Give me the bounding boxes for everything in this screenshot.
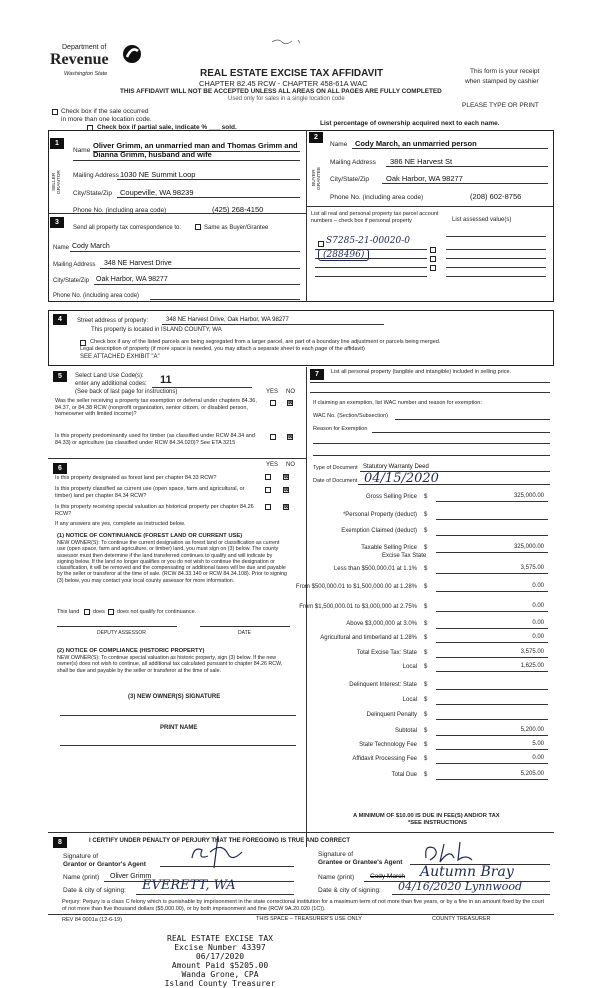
tax-row-label: Total Excise Tax: State [356, 650, 417, 656]
tax-row-currency: $ [424, 650, 428, 656]
rev-number: REV 84 0001a (12-6-19) [62, 917, 122, 923]
tax-row-currency: $ [424, 566, 428, 572]
seller-grantor-label: SELLER GRANTOR [52, 170, 62, 194]
seller-phone-value[interactable]: (425) 268-4150 [212, 205, 264, 214]
notice2-body: NEW OWNER(S): To continue special valuation as historic property, sign (3) below. If the new owner(s) does not wish to continue, all additional tax calculated pursuant to chapter 84.26 RCW, shall be due and payable by the seller or transferor at the time of sale. [57, 655, 283, 674]
county-treasurer-label: COUNTY TREASURER [432, 916, 491, 922]
seller-city-value[interactable]: Coupeville, WA 98239 [120, 188, 194, 197]
section6-q1-no[interactable]: ⊠ [284, 474, 290, 480]
section5-q2-no[interactable]: ⊠ [288, 434, 294, 440]
stamp-line-3: 06/17/2020 [195, 952, 245, 961]
tax-row-value[interactable]: 3,575.00 [520, 565, 544, 571]
section5-yes-header: YES [266, 389, 279, 395]
section-7-number: 7 [310, 369, 324, 380]
pp-line-1 [310, 382, 550, 383]
date-doc-line [358, 484, 550, 485]
segregated-label: Check box if any of the listed parcels are being segregated from a larger parcel, are part of a boundary line adjustment or parcels being merged. [90, 339, 441, 345]
tax-row-currency: $ [424, 494, 428, 500]
tax-row-value[interactable]: 325,000.00 [513, 544, 544, 550]
header-scribble [270, 36, 310, 46]
wac-label: WAC No. (Section/Subsection) [313, 413, 388, 419]
tax-row-label: Above $3,000,000 at 3.0% [346, 621, 417, 627]
tax-row-currency: $ [424, 604, 428, 610]
section-divider [306, 130, 307, 302]
tax-row-label: From $500,000.01 to $1,500,000.00 at 1.28% [295, 584, 417, 590]
excise-state-label: Excise Tax State [382, 553, 427, 559]
tax-row-label: Taxable Selling Price [361, 545, 417, 551]
street-value[interactable]: 348 NE Harvest Drive, Oak Harbor, WA 98277 [166, 317, 289, 323]
tax-row-currency: $ [424, 756, 428, 762]
tax-row-line [436, 628, 548, 629]
parcel-line-1 [315, 249, 427, 250]
section5-q1: Was the seller receiving a property tax exemption or deferral under chapters 84.36, 84.37, or 84.38 RCW (nonprofit organization, senior citizen, or disabled person, homeowner with limited income)? [55, 398, 257, 417]
tax-row-currency: $ [424, 772, 428, 778]
date-doc-label: Date of Document [313, 478, 358, 484]
section-4-number: 4 [53, 314, 67, 325]
stamp-line-6: Island County Treasurer [164, 979, 276, 988]
new-owner-sig-line [60, 715, 296, 716]
corr-city-label: City/State/Zip [53, 278, 90, 284]
tax-row-label: Local [402, 664, 417, 670]
seller-mailing-line [117, 179, 300, 180]
if-yes-note: If any answers are yes, complete as instructed below. [55, 521, 186, 527]
additional-codes-label: enter any additional codes: [75, 381, 147, 387]
section-6-number: 6 [53, 463, 67, 474]
logo-revenue: Revenue [50, 51, 109, 68]
logo-dept-line: Department of [62, 44, 107, 51]
receipt-note-1: This form is your receipt [470, 68, 540, 75]
tax-row-label: *Personal Property (deduct) [342, 512, 417, 518]
tax-row-line [436, 519, 548, 520]
treasurer-use-label: THIS SPACE – TREASURER'S USE ONLY [256, 916, 362, 922]
tax-row-currency: $ [424, 682, 428, 688]
multi-location-label-1: Check box if the sale occurred [61, 108, 149, 115]
buyer-mailing-value[interactable]: 386 NE Harvest St [390, 157, 453, 166]
seller-mailing-value[interactable]: 1030 NE Summit Loop [120, 170, 196, 179]
section5-q2-yes[interactable] [270, 434, 276, 440]
receipt-note-2: when stamped by cashier [465, 78, 539, 85]
tax-row-value[interactable]: 0.00 [532, 620, 544, 626]
pp-line-2 [310, 392, 550, 393]
tax-row-currency: $ [424, 697, 428, 703]
perjury-statement: Perjury: Perjury is a class C felony which is punishable by imprisonment in the state correctional institution for a maximum term of not more than five years, or by a fine in an amount fixed by the court of not more than five thousand dollars ($5,000.00), or by both imprisonment and fine (RCW 9A.20.020 (1C)). [62, 899, 545, 912]
tax-row-line [436, 552, 548, 553]
form-title: REAL ESTATE EXCISE TAX AFFIDAVIT [200, 68, 384, 79]
section-6-top-line [48, 458, 306, 459]
certify-statement: I CERTIFY UNDER PENALTY OF PERJURY THAT THE FOREGOING IS TRUE AND CORRECT [89, 838, 351, 844]
tax-row-line [436, 719, 548, 720]
tax-row-value[interactable]: 0.00 [532, 755, 544, 761]
section5-no-header: NO [286, 389, 295, 395]
deputy-date-label: DATE [238, 630, 251, 636]
section-1-number: 1 [50, 138, 64, 149]
tax-row-currency: $ [424, 545, 428, 551]
street-label: Street address of property: [77, 318, 149, 324]
type-doc-value[interactable]: Statutory Warranty Deed [363, 464, 429, 470]
tax-row-label: State Technology Fee [359, 742, 417, 748]
parcel-5-checkbox[interactable] [430, 265, 436, 271]
buyer-city-label: City/State/Zip [330, 176, 370, 183]
reason-line [372, 432, 550, 433]
logo-swoosh-icon [122, 44, 142, 64]
land-use-label: Select Land Use Code(s): [75, 373, 144, 379]
assessed-line-4 [446, 267, 546, 268]
tax-row-line [436, 611, 548, 612]
section6-q3: Is this property receiving special valuation as historical property per chapter 84.26 RCW? [55, 504, 254, 517]
tax-row-label: Subtotal [394, 728, 417, 734]
land-does-checkbox[interactable] [84, 609, 90, 615]
land-use-value[interactable]: 11 [160, 374, 172, 386]
grantee-name-value[interactable]: Autumn Bray [420, 864, 514, 880]
grantor-signature-icon[interactable] [188, 832, 248, 870]
tax-row-label: Less than $500,000.01 at 1.1% [333, 566, 417, 572]
minimum-due-note: A MINIMUM OF $10.00 IS DUE IN FEE(S) AND/OR TAX [353, 813, 500, 819]
same-as-buyer-checkbox[interactable] [195, 224, 201, 230]
tax-row-value[interactable]: 5,200.00 [520, 727, 544, 733]
tax-row-line [436, 704, 548, 705]
parcel-line-4 [315, 276, 427, 277]
section6-no-header: NO [286, 462, 295, 468]
buyer-mailing-line [386, 166, 548, 167]
tax-row-value[interactable]: 0.00 [532, 634, 544, 640]
section-8-top-line [48, 832, 554, 833]
corr-mailing-line [100, 268, 300, 269]
tax-row-label: Delinquent Interest: State [349, 682, 417, 688]
buyer-phone-label: Phone No. (including area code) [330, 194, 424, 201]
corr-name-label: Name [53, 245, 70, 251]
type-doc-label: Type of Document [313, 465, 358, 471]
tax-row-line [436, 749, 548, 750]
grantee-name-struck: Cody March [370, 873, 406, 880]
notice2-title: (2) NOTICE OF COMPLIANCE (HISTORIC PROPERTY) [57, 648, 205, 654]
multi-location-checkbox[interactable] [52, 109, 58, 115]
reason-line-2 [313, 443, 550, 444]
this-land-label: This land [57, 609, 80, 615]
grantee-date-line [392, 894, 550, 895]
see-instructions-note: *SEE INSTRUCTIONS [408, 820, 467, 826]
footer-line [48, 914, 554, 915]
tax-row-label: From $1,500,000.01 to $3,000,000 at 2.75% [299, 604, 417, 610]
tax-row-value[interactable]: 0.00 [532, 583, 544, 589]
assessed-line-5 [446, 276, 546, 277]
buyer-name-label: Name [330, 141, 348, 148]
corr-city-line [94, 284, 300, 285]
street-line [162, 324, 384, 325]
notice1-body: NEW OWNER(S): To continue the current designation as forest land or classification as current use (open space, farm and agriculture, or timber) land, you must sign on (3) below. The county assessor must then determine if the land transferred continues to qualify and will indicate by signing below. If the land no longer qualifies or you do not wish to continue the designation or classification, it will be removed and the compensating or additional taxes will be due and payable by the seller or transferor at the time of sale. (RCW 84.33.140 or RCW 84.34.108). Prior to signing (3) below, you may contact your local county assessor for more information. [57, 540, 287, 584]
section6-q2-yes[interactable] [265, 487, 271, 493]
tax-row-line [436, 689, 548, 690]
seller-city-label: City/State/Zip [73, 190, 113, 197]
section5-q2: Is this property predominantly used for timber (as classified under RCW 84.34 and 84.33) or agriculture (as classified under RCW 84.34.020)? See ETA 3215 [55, 433, 255, 446]
parcel-line-2 [315, 258, 427, 259]
tax-row-line [436, 671, 548, 672]
tax-row-label: Exemption Claimed (deduct) [341, 528, 417, 534]
new-owner-signature-label: (3) NEW OWNER(S) SIGNATURE [128, 694, 221, 700]
corr-mailing-label: Mailing Address [53, 262, 96, 268]
corr-city-value[interactable]: Oak Harbor, WA 98277 [96, 276, 168, 283]
seller-mailing-label: Mailing Address [73, 172, 119, 179]
grantee-sig-label-1: Signature of [318, 851, 354, 858]
tax-row-currency: $ [424, 635, 428, 641]
tax-row-line [436, 591, 548, 592]
tax-row-currency: $ [424, 584, 428, 590]
exhibit-text: SEE ATTACHED EXHIBIT "A" [80, 354, 160, 360]
tax-row-label: Affidavit Processing Fee [352, 756, 417, 762]
deputy-assessor-label: DEPUTY ASSESSOR [97, 630, 146, 636]
tax-row-currency: $ [424, 512, 428, 518]
not-accepted-note: THIS AFFIDAVIT WILL NOT BE ACCEPTED UNLESS ALL AREAS ON ALL PAGES ARE FULLY COMPLETED [120, 88, 442, 95]
seller-city-line [117, 197, 300, 198]
tax-row-value[interactable]: 0.00 [532, 603, 544, 609]
exemption-claim-label: If claiming an exemption, list WAC number and reason for exemption: [313, 400, 482, 406]
tax-row-value[interactable]: 3,575.00 [520, 649, 544, 655]
grantor-name-label: Name (print) [63, 874, 100, 881]
section-2-bottom [306, 206, 554, 207]
reason-line-3 [313, 455, 550, 456]
land-use-line [152, 387, 252, 388]
parcel-4-checkbox[interactable] [430, 256, 436, 262]
legal-description-label: Legal description of property (if more space is needed, you may attach a separate sheet to each page of the affidavit) [80, 346, 365, 352]
print-name-line [60, 745, 296, 746]
seller-name-line [93, 151, 300, 152]
tax-row-value[interactable]: 5.00 [532, 741, 544, 747]
reason-label: Reason for Exemption [313, 426, 368, 432]
buyer-name-value[interactable]: Cody March, an unmarried person [355, 139, 477, 148]
seller-name-label: Name [73, 147, 91, 154]
personal-property-label: List all personal property (tangible and intangible) included in selling price. [331, 369, 512, 375]
assessed-line-1 [446, 236, 546, 237]
tax-row-label: Delinquent Penalty [366, 712, 417, 718]
tax-row-value[interactable]: 325,000.00 [513, 493, 544, 499]
tax-row-currency: $ [424, 528, 428, 534]
land-does-label: does [93, 609, 105, 615]
tax-row-label: Agricultural and timberland at 1.28% [320, 635, 417, 641]
tax-row-line [436, 779, 548, 780]
grantor-sig-label-2: Grantor or Grantor's Agent [63, 861, 146, 868]
partial-sale-label: Check box if partial sale, indicate % ___ sold. [97, 124, 237, 131]
section6-q2-no[interactable]: ⊠ [284, 487, 290, 493]
corr-phone-label: Phone No. (including area code) [53, 293, 140, 299]
deputy-date-line [200, 626, 290, 627]
seller-name-value[interactable]: Oliver Grimm, an unmarried man and Thomas Grimm and Dianna Grimm, husband and wife [93, 141, 298, 159]
land-does-not-label: does not qualify for continuance. [117, 609, 197, 615]
section-8-number: 8 [53, 837, 67, 848]
corr-phone-line [150, 299, 300, 300]
tax-row-currency: $ [424, 664, 428, 670]
send-correspondence-label: Send all property tax correspondence to: [73, 225, 182, 231]
tax-row-currency: $ [424, 712, 428, 718]
section6-q2: Is this property classified as current use (open space, farm and agricultural, or timber) land per chapter 84.34 RCW? [55, 486, 245, 499]
tax-row-value[interactable]: 5,205.00 [520, 771, 544, 777]
land-does-not-checkbox[interactable] [108, 609, 114, 615]
corr-name-line [70, 251, 300, 252]
section6-q1: Is this property designated as forest land per chapter 84.33 RCW? [55, 475, 217, 481]
tax-row-label: Local [402, 697, 417, 703]
form-chapter: CHAPTER 82.45 RCW - CHAPTER 458-61A WAC [199, 79, 368, 88]
notice1-title: (1) NOTICE OF CONTINUANCE (FOREST LAND OR CURRENT USE) [57, 533, 243, 539]
tax-row-line [436, 642, 548, 643]
parcel-1-checkbox[interactable] [318, 241, 324, 247]
tax-row-line [436, 573, 548, 574]
tax-row-line [436, 763, 548, 764]
tax-row-line [436, 735, 548, 736]
dor-logo [50, 44, 160, 84]
stamp-line-2: Excise Number 43397 [174, 943, 266, 952]
buyer-city-value[interactable]: Oak Harbor, WA 98277 [386, 174, 463, 183]
grantor-date-line [136, 894, 294, 895]
section5-q1-no[interactable]: ⊠ [288, 400, 294, 406]
seller-name-line-2 [73, 160, 300, 161]
multi-location-label-2: in more than one location code. [61, 116, 152, 123]
tax-row-line [436, 501, 548, 502]
type-or-print: PLEASE TYPE OR PRINT [462, 102, 539, 109]
location-text: This property is located in ISLAND COUNTY, WA [91, 327, 222, 333]
corr-name-value[interactable]: Cody March [72, 243, 110, 250]
treasurer-stamp [160, 934, 280, 988]
tax-row-line [436, 657, 548, 658]
logo-state: Washington State [64, 71, 108, 77]
section6-q3-no[interactable]: ⊠ [284, 504, 290, 510]
tax-row-currency: $ [424, 621, 428, 627]
buyer-city-line [382, 183, 548, 184]
tax-row-label: Total Due [391, 772, 417, 778]
buyer-name-line [352, 148, 548, 149]
grantor-sig-label-1: Signature of [63, 853, 99, 860]
stamp-line-1: REAL ESTATE EXCISE TAX [167, 934, 273, 943]
parcel-3-checkbox[interactable] [430, 247, 436, 253]
buyer-grantee-label: BUYER GRANTEE [312, 166, 322, 190]
grantee-sig-label-2: Grantee or Grantee's Agent [318, 859, 403, 866]
parcel-header: List all real and personal property tax parcel account numbers – check box if personal property [311, 211, 439, 224]
grantor-date-label: Date & city of signing: [63, 887, 126, 894]
section6-yes-header: YES [266, 462, 279, 468]
percentage-list-label: List percentage of ownership acquired next to each name. [320, 120, 500, 127]
stamp-line-5: Wanda Grone, CPA [181, 970, 259, 979]
seller-phone-label: Phone No. (including area code) [73, 207, 167, 214]
grantor-name-value[interactable]: Oliver Grimm [110, 873, 152, 880]
parcel-line-3 [315, 267, 427, 268]
section6-q1-yes[interactable] [265, 474, 271, 480]
assessed-line-2 [446, 249, 546, 250]
section6-q3-yes[interactable] [265, 504, 271, 510]
tax-row-currency: $ [424, 728, 428, 734]
tax-row-label: Gross Selling Price [365, 494, 417, 500]
tax-row-currency: $ [424, 742, 428, 748]
single-location-note: Used only for sales in a single location code [228, 96, 345, 102]
tax-row-line [436, 535, 548, 536]
date-doc-value[interactable]: 04/15/2020 [364, 471, 439, 486]
tax-row-value[interactable]: 1,625.00 [520, 663, 544, 669]
print-name-label: PRINT NAME [160, 725, 198, 731]
buyer-mailing-label: Mailing Address [330, 159, 376, 166]
grantee-date-label: Date & city of signing: [318, 887, 381, 894]
corr-mailing-value[interactable]: 348 NE Harvest Drive [104, 260, 172, 267]
section-3-number: 3 [50, 217, 64, 228]
assessed-header: List assessed value(s) [452, 217, 512, 223]
stamp-line-4: Amount Paid $5205.00 [171, 961, 269, 970]
grantor-sig-line [160, 866, 294, 867]
parcel-2-value[interactable]: (288496) [318, 249, 369, 261]
section-5-number: 5 [53, 371, 67, 382]
assessed-line-3 [446, 258, 546, 259]
see-back-label: (See back of last page for instructions) [75, 389, 178, 395]
section5-q1-yes[interactable] [270, 400, 276, 406]
section-2-number: 2 [309, 132, 323, 143]
grantee-name-label: Name (print) [318, 874, 355, 881]
deputy-line [57, 626, 177, 627]
grantor-date-city-value[interactable]: EVERETT, WA [142, 878, 236, 893]
buyer-phone-value[interactable]: (208) 602-8756 [470, 192, 522, 201]
same-as-buyer-label: Same as Buyer/Grantee [204, 225, 269, 231]
grantee-date-city-value[interactable]: 04/16/2020 Lynnwood [398, 880, 523, 893]
parcel-1-value[interactable]: S7285-21-00020-0 [326, 236, 411, 246]
wac-line [395, 419, 550, 420]
